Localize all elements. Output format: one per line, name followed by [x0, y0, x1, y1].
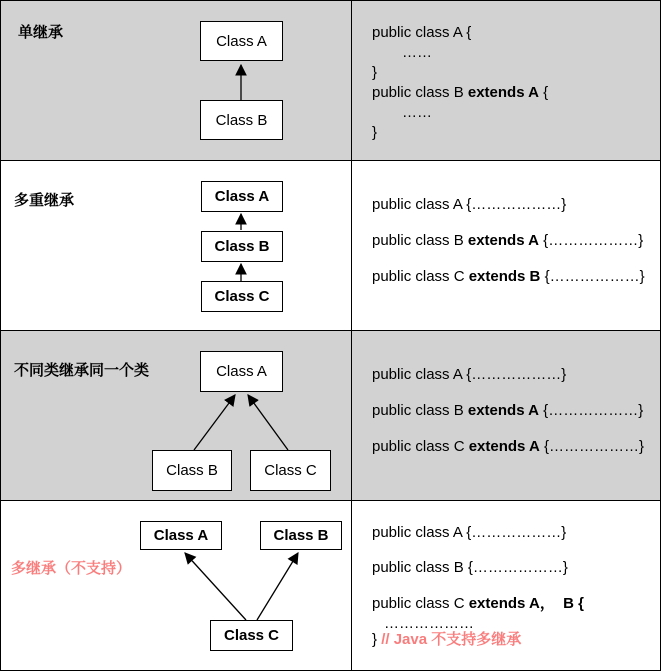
- code-block: [372, 187, 656, 295]
- class-box-b: Class B: [200, 100, 283, 140]
- diagram-single-inheritance: [1, 1, 351, 160]
- code-line: }: [372, 124, 378, 141]
- row-multilevel-inheritance: [1, 160, 660, 330]
- class-box-a: Class A: [200, 21, 283, 61]
- code-line: public class B extends A {………………}: [372, 232, 644, 249]
- code-line: public class A {………………}: [372, 366, 567, 383]
- code-shared-parent: [351, 331, 660, 500]
- code-block: [372, 357, 656, 465]
- inheritance-arrow-icon: [1, 161, 351, 330]
- code-line: ………………: [384, 615, 474, 632]
- code-line: public class C extends A {………………}: [372, 438, 645, 455]
- row-label: 多继承（不支持）: [11, 560, 132, 577]
- code-line: public class C extends A， B {: [372, 595, 585, 612]
- code-line: public class B extends A {………………}: [372, 402, 644, 419]
- code-line: public class A {: [372, 24, 472, 41]
- code-multiple-inheritance: [351, 501, 660, 670]
- class-box-b: Class B: [201, 231, 283, 262]
- row-label: 多重继承: [14, 192, 75, 209]
- code-line: public class C extends B {………………}: [372, 268, 645, 285]
- row-shared-parent-inheritance: [1, 330, 660, 500]
- code-line: ……: [402, 44, 432, 61]
- code-line: ……: [402, 104, 432, 121]
- diagram-multilevel-inheritance: [1, 161, 351, 330]
- class-box-c: Class C: [201, 281, 283, 312]
- class-box-c: Class C: [250, 450, 331, 491]
- class-box-a: Class A: [140, 521, 222, 550]
- code-line: public class A {………………}: [372, 196, 567, 213]
- row-label: 不同类继承同一个类: [14, 362, 150, 379]
- code-line: public class B {………………}: [372, 559, 568, 576]
- code-line: public class B extends A {: [372, 84, 549, 101]
- code-line: }: [372, 64, 378, 81]
- code-line: } // Java 不支持多继承: [372, 631, 522, 648]
- code-line: public class A {………………}: [372, 524, 567, 541]
- class-box-a: Class A: [201, 181, 283, 212]
- class-box-b: Class B: [152, 450, 232, 491]
- class-box-c: Class C: [210, 620, 293, 651]
- code-block: [372, 23, 656, 143]
- class-box-b: Class B: [260, 521, 342, 550]
- row-single-inheritance: [1, 1, 660, 160]
- diagram-shared-parent: [1, 331, 351, 500]
- code-multilevel-inheritance: [351, 161, 660, 330]
- code-single-inheritance: [351, 1, 660, 160]
- row-label: 单继承: [18, 24, 64, 41]
- class-box-a: Class A: [200, 351, 283, 392]
- diagram-multiple-inheritance: [1, 501, 351, 670]
- row-multiple-inheritance: [1, 500, 660, 670]
- code-comment-not-supported: // Java 不支持多继承: [381, 631, 522, 648]
